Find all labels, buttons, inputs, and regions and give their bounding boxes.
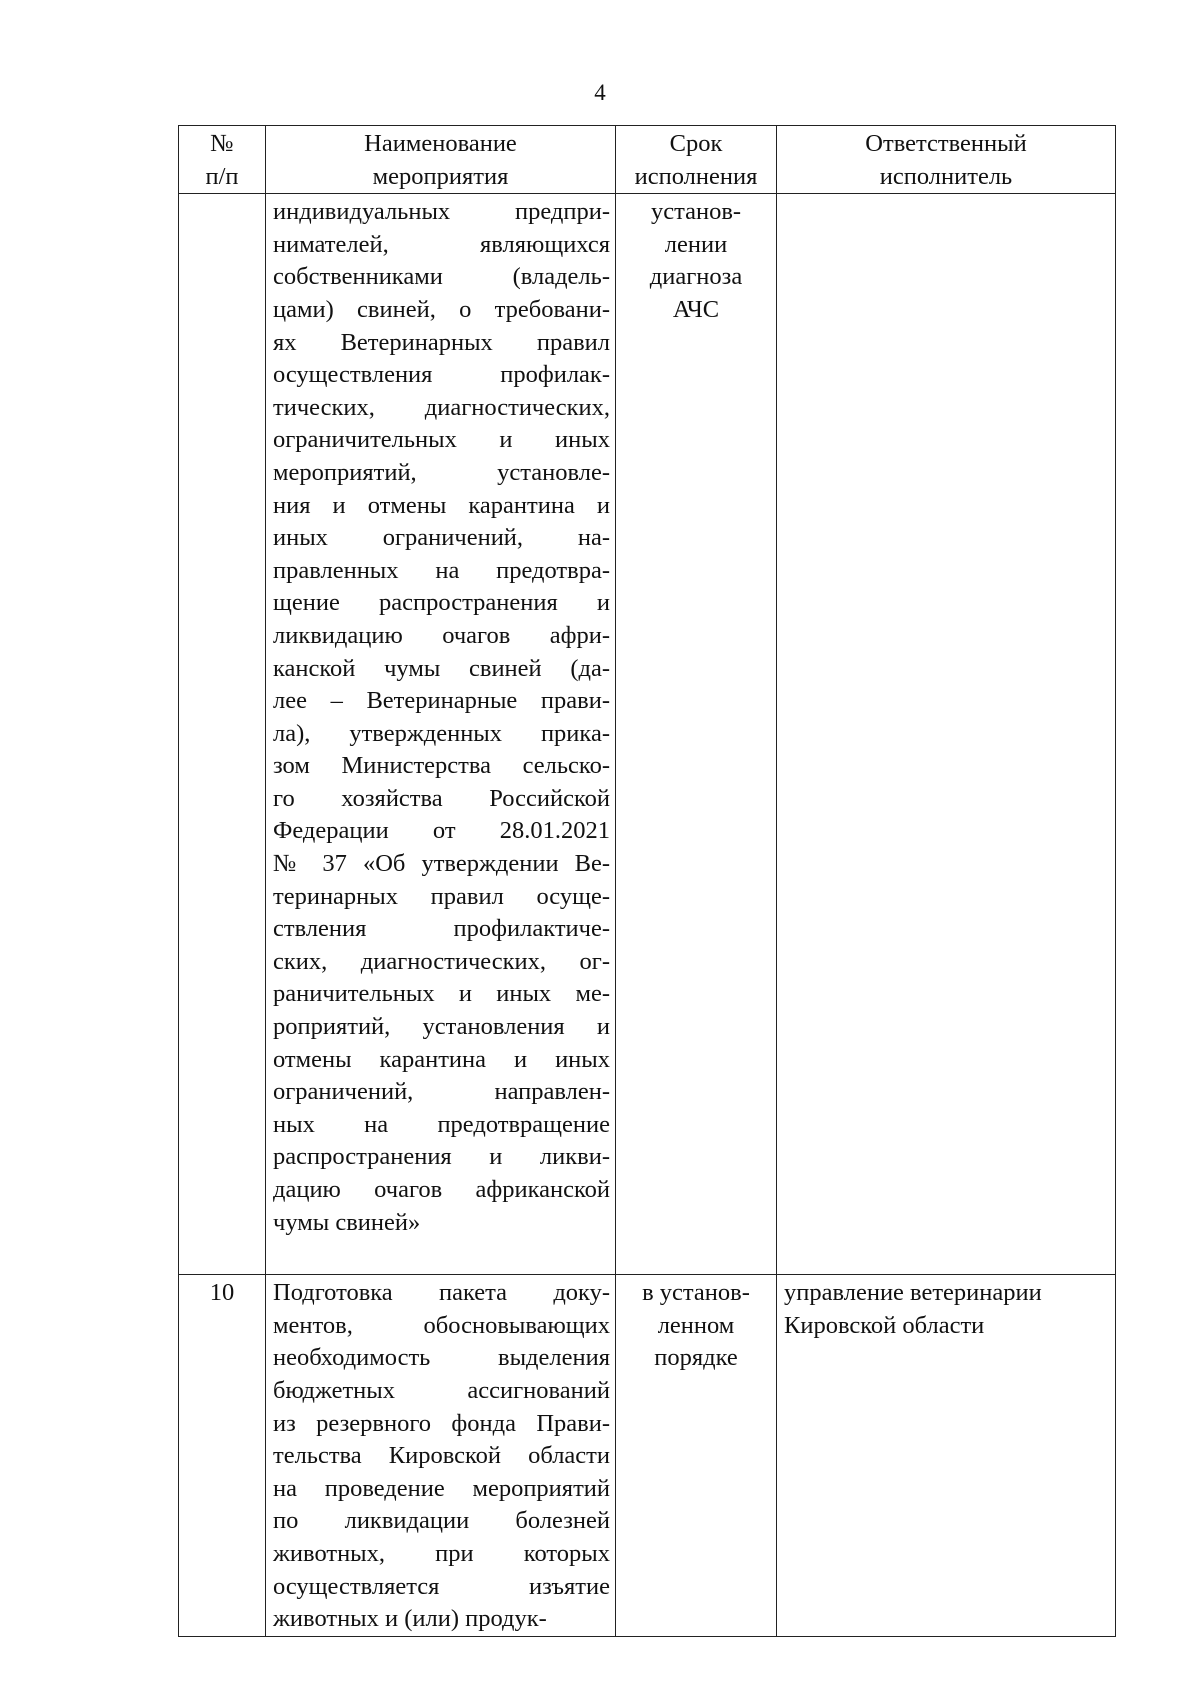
text-line: ния и отмены карантина и [273,491,610,519]
text-line: го хозяйства Российской [273,784,610,812]
text-line: роприятий, установления и [273,1013,610,1041]
text-line: индивидуальных предпри- [273,198,610,226]
row-measure-name [266,194,616,1275]
text-line: по ликвидации болезней [273,1507,610,1535]
text-line: мероприятий, установле- [273,458,610,486]
text-line: ла), утвержденных прика- [273,719,610,747]
text-line: диагноза [649,263,743,291]
row-term [616,1275,777,1637]
text-line: дацию очагов африканской [273,1176,610,1203]
table-row [179,194,1116,1275]
header-responsible: Ответственный исполнитель [777,126,1116,194]
measures-table [178,125,1116,1637]
header-measure-name: Наименование мероприятия [266,126,616,194]
text-line: управление ветеринарии [784,1279,1042,1307]
text-line: канской чумы свиней (да- [273,654,610,682]
row-term [616,194,777,1275]
text-line: из резервного фонда Прави- [273,1409,610,1437]
text-line: животных и (или) продук- [273,1605,547,1633]
text-line: теринарных правил осуще- [273,882,610,910]
text-line: ограничительных и иных [273,426,610,454]
text-line: осуществляется изъятие [273,1572,610,1600]
row-number: 10 [179,1275,266,1637]
table-header-row [179,126,1116,194]
text-line: ях Ветеринарных правил [273,328,610,356]
text-line: нимателей, являющихся [273,230,610,258]
row-number [179,194,266,1275]
text-line: лении [664,230,728,258]
text-line: ных на предотвращение [273,1110,610,1138]
text-line: необходимость выделения [273,1344,610,1372]
text-line: порядке [654,1344,738,1372]
text-line: ствления профилактиче- [273,915,610,943]
page-number: 4 [594,80,606,105]
text-line: № 37 «Об утверждении Ве- [273,850,610,878]
text-line: иных ограничений, на- [273,524,610,552]
text-line: тельства Кировской области [273,1442,610,1470]
text-line: ограничений, направлен- [273,1078,610,1106]
table-row [179,1275,1116,1637]
text-line: установ- [650,198,742,226]
row-responsible [777,1275,1116,1637]
text-line: раничительных и иных ме- [273,980,610,1008]
text-line: АЧС [672,295,720,323]
header-number: № п/п [179,126,266,194]
text-line: цами) свиней, о требовани- [273,295,610,323]
text-line: щение распространения и [273,589,610,617]
text-line: правленных на предотвра- [273,556,610,584]
text-line: осуществления профилак- [273,361,610,389]
text-line: в установ- [642,1279,750,1307]
text-line: тических, диагностических, [273,393,610,421]
text-line: ленном [657,1311,735,1339]
text-line: зом Министерства сельско- [273,752,610,780]
text-line: чумы свиней» [273,1208,421,1236]
text-line: Кировской области [784,1311,985,1339]
row-responsible [777,194,1116,1275]
row-measure-name [266,1275,616,1637]
text-line: животных, при которых [273,1539,610,1567]
text-line: ментов, обосновывающих [273,1311,610,1339]
text-line: лее – Ветеринарные прави- [273,687,610,715]
header-term: Срок исполнения [616,126,777,194]
text-line: распространения и ликви- [273,1143,610,1171]
text-line: Федерации от 28.01.2021 [273,817,610,845]
text-line: на проведение мероприятий [273,1474,610,1502]
text-line: ских, диагностических, ог- [273,947,610,975]
text-line: ликвидацию очагов афри- [273,621,610,649]
text-line: собственниками (владель- [273,263,610,291]
text-line: бюджетных ассигнований [273,1376,610,1404]
text-line: отмены карантина и иных [273,1045,610,1073]
text-line: Подготовка пакета доку- [273,1279,610,1307]
